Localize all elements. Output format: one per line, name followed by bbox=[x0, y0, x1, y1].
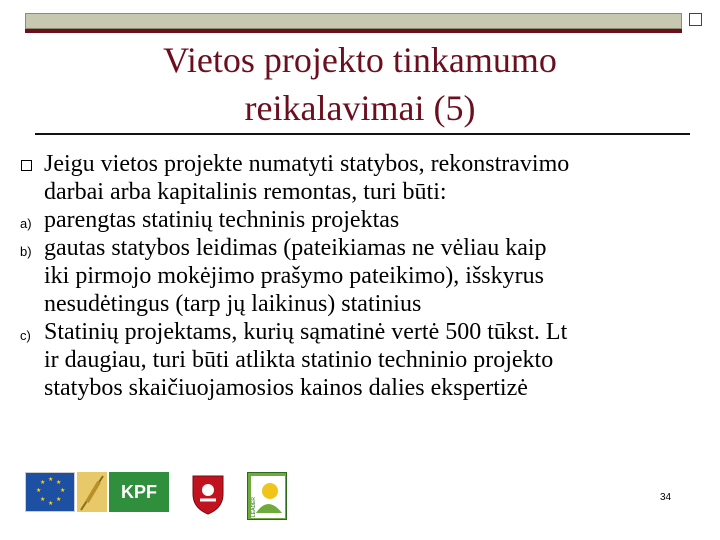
list-marker: c) bbox=[20, 328, 31, 343]
list-item-line: gautas statybos leidimas (pateikiamas ne vėliau kaip bbox=[44, 235, 547, 261]
list-item bbox=[20, 234, 700, 318]
slide-title-line-1: Vietos projekto tinkamumo bbox=[163, 40, 557, 80]
list-item bbox=[20, 150, 700, 206]
leader-logo-text: LEADER bbox=[251, 496, 257, 517]
header-corner-square bbox=[689, 13, 702, 26]
slide-title-line-2: reikalavimai (5) bbox=[244, 88, 476, 128]
header-decoration-bar bbox=[25, 13, 682, 29]
list-item-line: Statinių projektams, kurių sąmatinė vertė 500 tūkst. Lt bbox=[44, 319, 568, 345]
list-item-line: iki pirmojo mokėjimo prašymo pateikimo), išskyrus bbox=[44, 263, 544, 289]
slide-title bbox=[60, 36, 660, 132]
list-marker: b) bbox=[20, 244, 32, 259]
leader-logo bbox=[247, 472, 287, 520]
list-item-line: parengtas statinių techninis projektas bbox=[44, 207, 400, 233]
title-divider bbox=[35, 133, 690, 135]
lithuania-coat-of-arms-icon bbox=[185, 472, 231, 512]
list-item-line: Jeigu vietos projekte numatyti statybos, rekonstravimo bbox=[44, 151, 570, 177]
header-decoration-line bbox=[25, 29, 682, 33]
bullet-list bbox=[20, 150, 700, 402]
list-item bbox=[20, 206, 700, 234]
list-item-line: statybos skaičiuojamosios kainos dalies ekspertizė bbox=[44, 375, 528, 401]
wheat-icon bbox=[77, 472, 107, 512]
sponsor-logos bbox=[22, 472, 288, 522]
list-item-line: nesudėtingus (tarp jų laikinus) statinius bbox=[44, 291, 422, 317]
list-item bbox=[20, 318, 700, 402]
page-number: 34 bbox=[660, 492, 672, 503]
kpf-logo: KPF bbox=[109, 472, 169, 512]
eu-flag-logo: ★ ★ ★ ★ ★ ★ ★ ★ bbox=[25, 472, 75, 512]
list-item-line: ir daugiau, turi būti atlikta statinio techninio projekto bbox=[44, 347, 554, 373]
square-bullet-icon bbox=[20, 150, 42, 178]
list-item-line: darbai arba kapitalinis remontas, turi būti: bbox=[44, 179, 447, 205]
list-marker: a) bbox=[20, 216, 32, 231]
